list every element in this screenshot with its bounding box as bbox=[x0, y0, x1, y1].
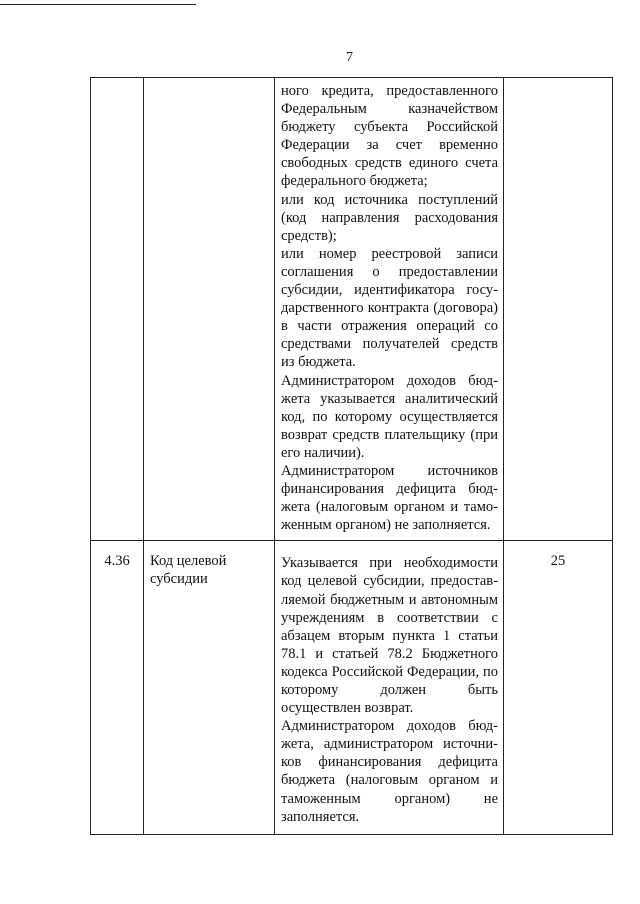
field-name: Код целевой субсидии bbox=[150, 553, 227, 588]
description-paragraph: или код источника поступлений (код направления расходования средств); bbox=[281, 191, 498, 244]
field-name-cell bbox=[144, 541, 275, 834]
description-cell bbox=[275, 541, 504, 834]
position-value bbox=[504, 78, 612, 89]
field-name bbox=[144, 78, 274, 89]
scan-edge-line bbox=[0, 4, 196, 5]
description-paragraph: Администратором доходов бюджета указывается аналитический код, по которому осуществляется возврат средств плательщику (при его наличии). bbox=[281, 372, 498, 461]
row-number-cell bbox=[91, 78, 144, 541]
row-number bbox=[91, 78, 143, 89]
table-row bbox=[91, 78, 613, 541]
description-paragraph: или номер реестровой записи соглашения о предоставлении субсидии, идентификатора государственного контракта (договора) в части отражения операций со средствами получателей средств из бюджета. bbox=[281, 245, 498, 371]
document-table bbox=[90, 77, 613, 835]
page-number: 7 bbox=[346, 50, 353, 65]
description-cell bbox=[275, 78, 504, 541]
position-cell bbox=[504, 78, 613, 541]
description-paragraph: Администратором источников финансирования дефицита бюджета (налоговым органом и таможенным органом) не заполняется. bbox=[281, 462, 498, 534]
position-cell bbox=[504, 541, 613, 834]
row-number-cell bbox=[91, 541, 144, 834]
field-name-cell bbox=[144, 78, 275, 541]
description-paragraph: Администратором доходов бюджета, администратором источников финансирования дефицита бюджета (налоговым органом и таможенным органом) не заполняется. bbox=[281, 718, 498, 825]
position-value: 25 bbox=[550, 553, 566, 570]
description-text bbox=[275, 78, 503, 540]
row-number: 4.36 bbox=[104, 553, 130, 570]
description-paragraph: ного кредита, предоставленного Федеральным казначейством бюджету субъекта Российской Федерации за счет временно свободных средств единого счета федерального бюджета; bbox=[281, 83, 498, 190]
description-paragraph: Указывается при необходимости код целевой субсидии, предоставляемой бюджетным и автономным учреждениям в соответствии с абзацем вторым пункта 1 статьи 78.1 и статьей 78.2 Бюджетного кодекса Российской Федерации, по которому должен быть осуществлен возврат. bbox=[281, 555, 498, 717]
table-row bbox=[91, 541, 613, 834]
description-text bbox=[275, 541, 503, 833]
